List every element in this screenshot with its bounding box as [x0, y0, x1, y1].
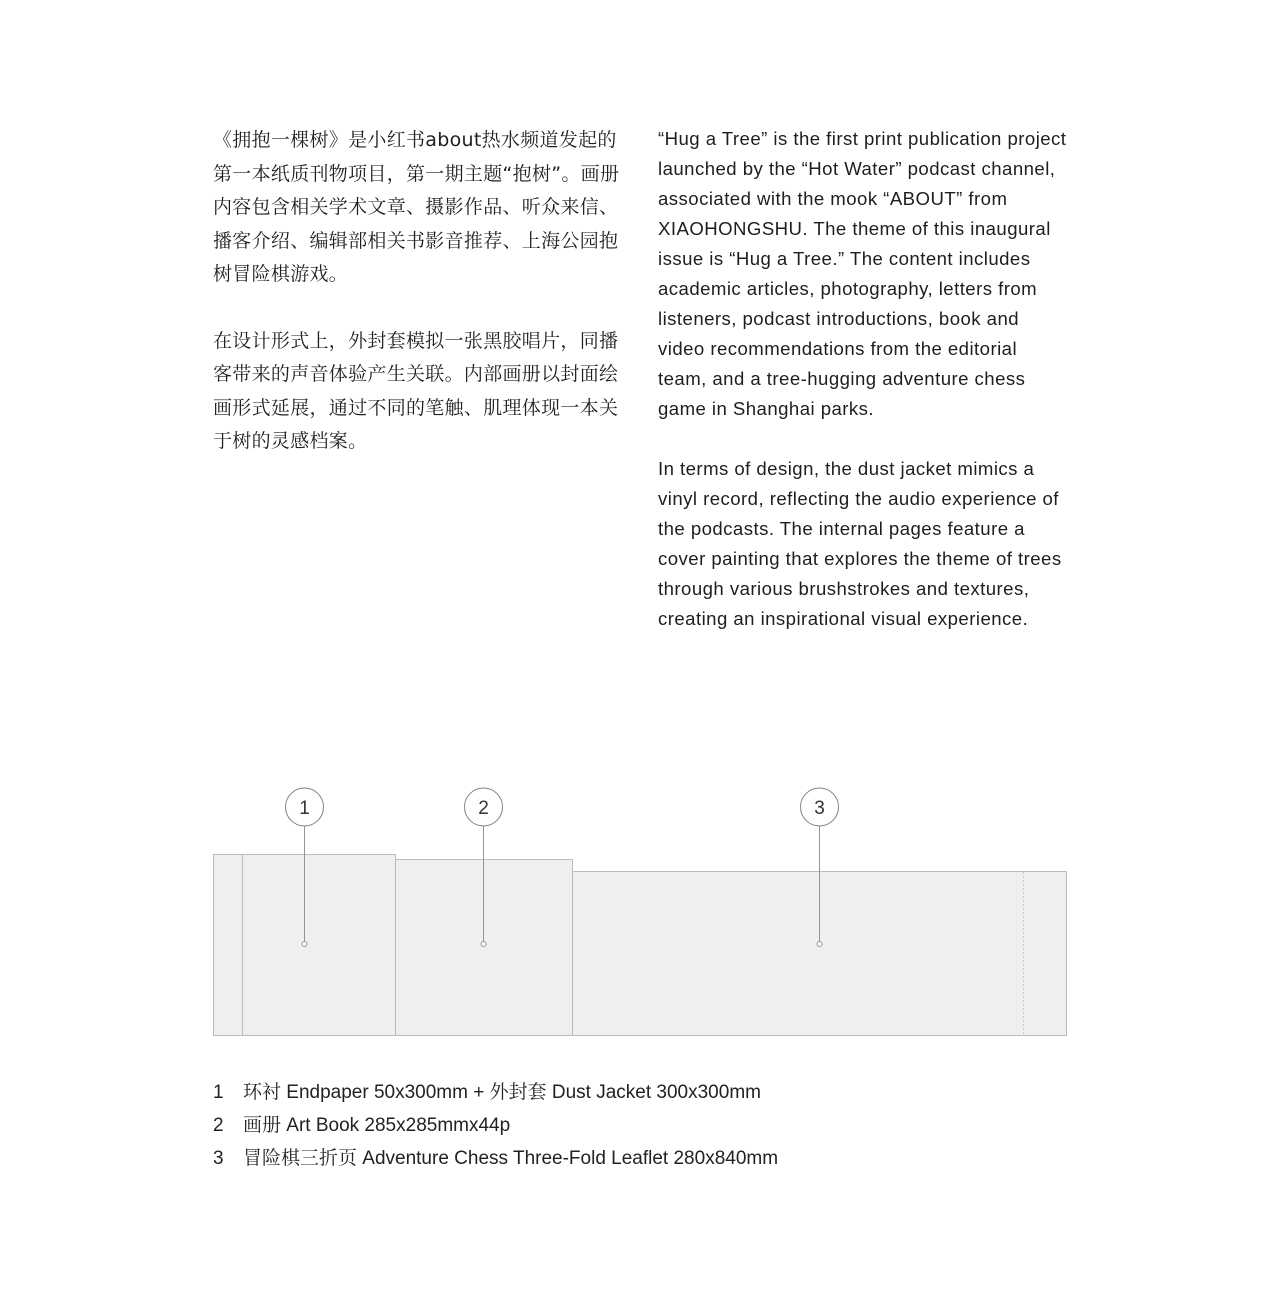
dust-jacket-panel — [243, 855, 396, 1036]
marker-label-2: 2 — [478, 798, 489, 819]
legend-number: 2 — [213, 1115, 224, 1136]
leader-dot-1 — [302, 942, 307, 947]
format-legend — [213, 1076, 778, 1175]
zh-paragraph-1: 《拥抱一棵树》是小红书about热水频道发起的第一本纸质刊物项目，第一期主题“抱树”。画册内容包含相关学术文章、摄影作品、听众来信、播客介绍、编辑部相关书影音推荐、上海公园抱树冒险棋游戏。 — [213, 129, 620, 285]
en-paragraph-2: In terms of design, the dust jacket mimics a vinyl record, reflecting the audio experience of the podcasts. The internal pages feature a cover painting that explores the theme of trees through various brushstrokes and textures, creating an inspirational visual experience. — [658, 458, 1062, 629]
legend-number: 1 — [213, 1082, 224, 1103]
endpaper-panel — [214, 855, 243, 1036]
legend-text: 冒险棋三折页 Adventure Chess Three-Fold Leaflet 280x840mm — [243, 1148, 779, 1169]
leader-dot-2 — [481, 942, 486, 947]
legend-text: 画册 Art Book 285x285mmx44p — [243, 1115, 511, 1136]
zh-paragraph-2: 在设计形式上，外封套模拟一张黑胶唱片，同播客带来的声音体验产生关联。内部画册以封面绘画形式延展，通过不同的笔触、肌理体现一本关于树的灵感档案。 — [213, 329, 619, 452]
legend-item-3 — [213, 1142, 778, 1175]
marker-label-1: 1 — [299, 798, 310, 819]
legend-number: 3 — [213, 1148, 224, 1169]
en-paragraph-1: “Hug a Tree” is the first print publication project launched by the “Hot Water” podcast channel, associated with the mook “ABOUT” from XIAOHONGSHU. The theme of this inaugural issue is “Hug a Tree.” The content includes academic articles, photography, letters from listeners, podcast introductions, book and video recommendations from the editorial team, and a tree-hugging adventure chess game in Shanghai parks. — [658, 128, 1067, 419]
legend-item-1 — [213, 1076, 778, 1109]
leader-dot-3 — [817, 942, 822, 947]
marker-label-3: 3 — [814, 798, 825, 819]
legend-text: 环衬 Endpaper 50x300mm + 外封套 Dust Jacket 300x300mm — [243, 1082, 761, 1103]
legend-item-2 — [213, 1109, 778, 1142]
